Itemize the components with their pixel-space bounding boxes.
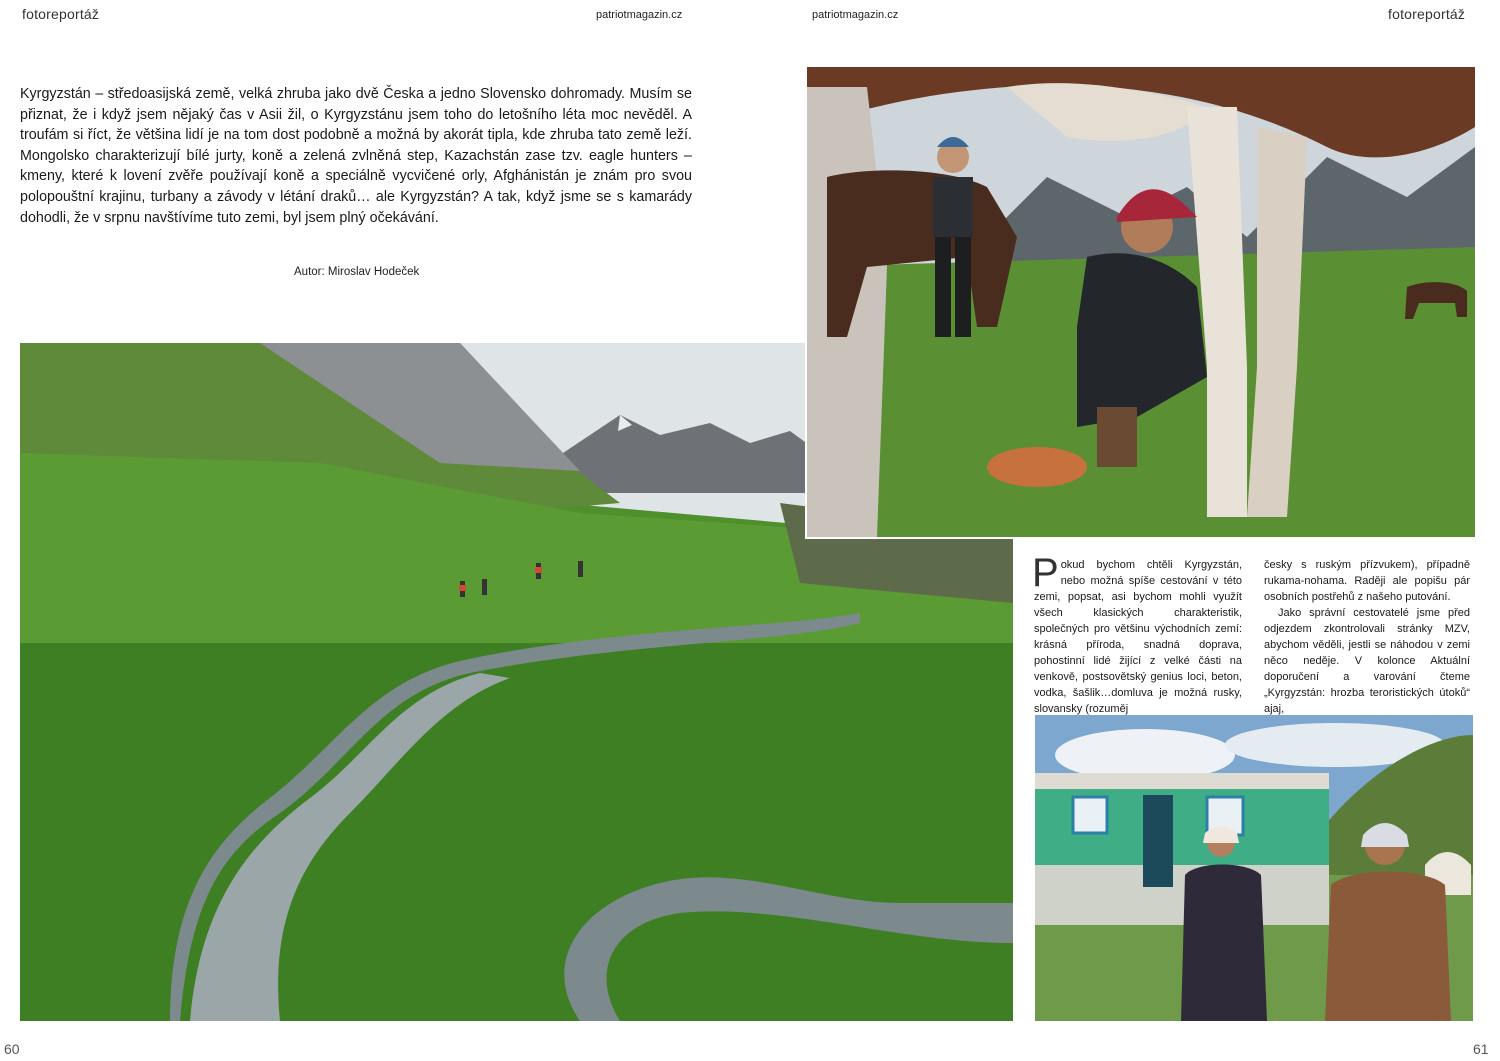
photo-boy-with-horse [805, 67, 1475, 539]
body-column-1-text: okud bychom chtěli Kyrgyzstán, nebo možná spíše cestování v této zemi, popsat, asi bychom mohli využít všech klasických charakteristik, společných pro většinu východních zemí: krásná příroda, snadná doprava, pohostinní lidé žijící z velké části na venkově, postsovětský genius loci, beton, vodka, šašlik…domluva je možná rusky, slovansky (rozuměj [1034, 559, 1242, 715]
body-column-2-para-1: česky s ruským přízvukem), případně rukama-nohama. Raději ale popišu pár osobních postřehů z našeho putování. [1264, 559, 1470, 603]
body-column-2 [1264, 557, 1470, 717]
page-number-right: 61 [1473, 1041, 1489, 1057]
body-column-2-para-2: Jako správní cestovatelé jsme před odjezdem zkontrolovali stránky MZV, abychom věděli, jestli se náhodou v zemi něco neděje. V kolonce Aktuální doporučení a varování čteme „Kyrgyzstán: hrozba teroristických útoků“ ajaj, [1264, 607, 1470, 715]
section-tag-left: fotoreportáž [22, 6, 100, 22]
lead-paragraph: Kyrgyzstán – středoasijská země, velká zhruba jako dvě Česka a jedno Slovensko dohromady. Musím se přiznat, že i když jsem nějaký čas v Asii žil, o Kyrgyzstánu jsem toho do letošního léta moc nevěděl. A troufám si říct, že většina lidí je na tom dost podobně a možná by akorát tipla, kde zhruba tato země leží. Mongolsko charakterizují bílé jurty, koně a zelená zvlněná step, Kazachstán zase tzv. eagle hunters – kmeny, které k lovení zvěře používají koně a speciálně vycvičené orly, Afghánistán je znám pro svou polopouštní krajinu, turbany a závody v létání draků… ale Kyrgyzstán? A tak, když jsme se s kamarády dohodli, že v srpnu navštívíme tuto zemi, byl jsem plný očekávání. [20, 86, 692, 226]
photo-women-by-wagon [1035, 715, 1473, 1021]
site-url-right[interactable]: patriotmagazin.cz [812, 9, 899, 21]
author-credit: Autor: Miroslav Hodeček [294, 266, 420, 278]
section-tag-right: fotoreportáž [1388, 6, 1466, 22]
drop-cap: P [1032, 551, 1059, 595]
body-column-1 [1032, 551, 1242, 717]
site-url-left[interactable]: patriotmagazin.cz [596, 9, 683, 21]
page-number-left: 60 [4, 1041, 20, 1057]
